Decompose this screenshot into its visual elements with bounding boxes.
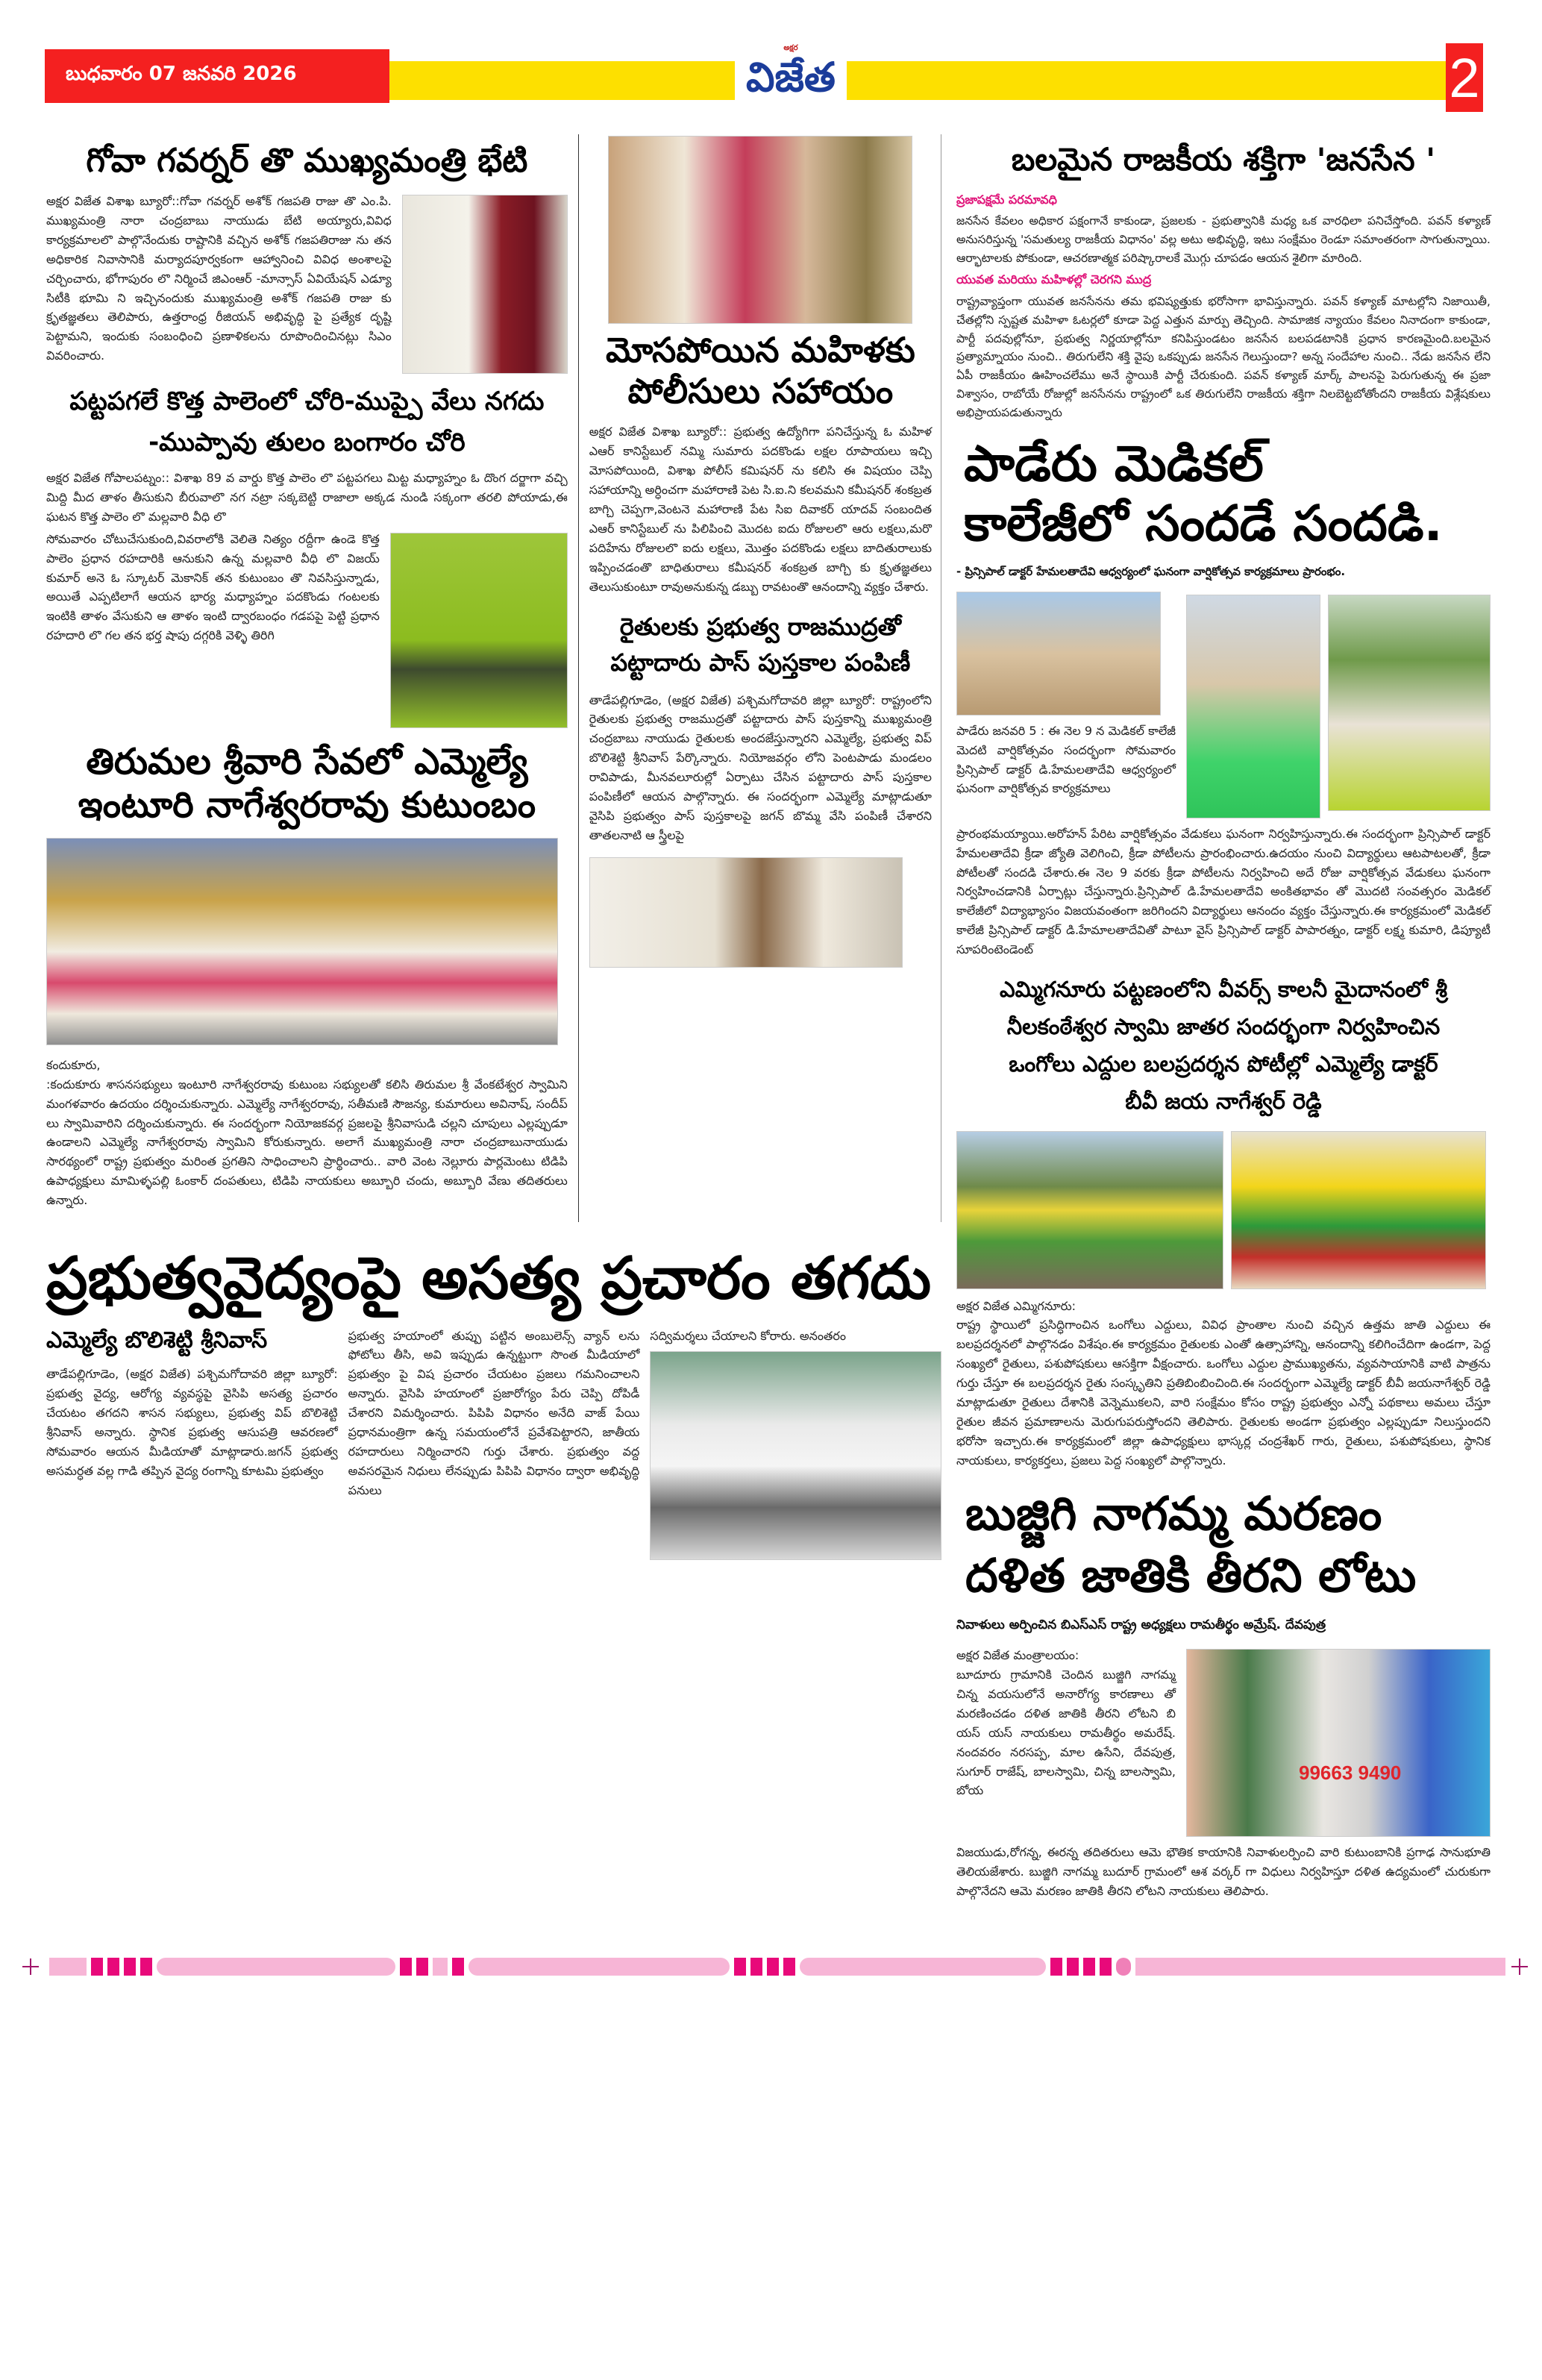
mla-press-meet-photo [650, 1351, 941, 1560]
health-body-col1: తాడేపల్లిగూడెం, (అక్షర విజేత) పశ్చిమగోదావరి జిల్లా బ్యూరో: ప్రభుత్వ వైద్య, ఆరోగ్య వ్యవస్థపై వైసిపి అసత్య ప్రచారం చేయటం తగదని శాసన సభ్యులు, ప్రభుత్వ విప్ బొలిశెట్టి శ్రీనివాస్ అన్నారు. స్థానిక ప్రభుత్వ ఆసుపత్రి ఆవరణలో సోమవారం ఆయన మీడియాతో మాట్లాడారు.జగన్ ప్రభుత్వ అసమర్ధత వల్ల గాడి తప్పిన వైద్య రంగాన్ని కూటమి ప్రభుత్వం [46, 1367, 338, 1478]
green-carpet-photo [1186, 595, 1320, 818]
footer [0, 1935, 1542, 1995]
health-body-col2: ప్రభుత్వ హయాంలో తుప్పు పట్టిన అంబులెన్స్ వ్యాన్ లను ఫోటోలు తీసి, అవి ఇప్పుడు ఉన్నట్టుగా సొంత మీడియాలో ప్రభుత్వం పై విష ప్రచారం చేయటం ప్రజలు గమనించాలని అన్నారు. వైసిపి హయాంలో ప్రజారోగ్యం పేరు చెప్పి దోపిడీ చేశారని విమర్శించారు. పిపిపి విధానం అనేది వాజ్ పేయి ప్రధానమంత్రిగా ఉన్న సమయంలోనే ప్రవేశపెట్టారని, జాతీయ రహదారులు నిర్మించారని గుర్తు చేశారు. ప్రభుత్వం వద్ద అవసరమైన నిధులు లేనప్పుడు పిపిపి విధానం ద్వారా అభివృద్ధి పనులు [348, 1328, 640, 1497]
janasena-subhead: యువత మరియు మహిళల్లో చెరగని ముద్ర [956, 272, 1152, 287]
registration-mark-icon [1511, 1958, 1528, 1975]
theft-body: సోమవారం చోటుచేసుకుంది,వివరాలోకి వెలితె నిత్యం రద్దీగా ఉండె కొత్త పాలెం ప్రధాన రహదారికి ఆనుకుని ఉన్న మల్లవారి వీధి లొ విజయ్ కుమార్ అనె ఓ స్కూటర్ మెకానిక్ తన కుటుంబం తొ నివసిస్తున్నాడు, అయితే ఎప్పటిలాగే ఆయన భార్య మధ్యాహ్నం పదకొండు గంటలకు ఇంటికి తాళం వేసుకుని ఆ తాళం ఇంటి ద్వారబంధం గడపపై పెట్టి ప్రధాన రహదారి లొ గల తన భర్త షాపు దగ్గరికి వెళ్ళి తిరిగి [46, 531, 380, 643]
passbooks-headline: రైతులకు ప్రభుత్వ రాజముద్రతో పట్టాదారు పాస్ పుస్తకాల పంపిణీ [610, 612, 911, 677]
theft-headline: పట్టపగలే కొత్త పాలెంలో చోరి-ముప్పై వేలు నగదు -ముప్పావు తులం బంగారం చోరి [69, 386, 545, 457]
health-headline: ప్రభుత్వవైద్యంపై అసత్య ప్రచారం తగదు [46, 1245, 932, 1313]
tribute-photo [1186, 1649, 1491, 1837]
logo-title: విజేత [746, 54, 836, 101]
janasena-body: ప్రజాపక్షమే పరమావధి జనసేన కేవలం అధికార పక్షంగానే కాకుండా, ప్రజలకు - ప్రభుత్వానికి మధ్య ఒక వారధిలా పనిచేస్తోంది. పవన్ కళ్యాణ్ అనుసరిస్తున్న 'సమతుల్య రాజకీయ విధానం' వల్ల అటు అభివృద్ధి, ఇటు సంక్షేమం రెండూ సమాంతరంగా సాగుతున్నాయి. ఆర్భాటాలకు పోకుండా, ఆచరణాత్మక పరిష్కారాలకే మొగ్గు చూపడం ఆయన శైలిగా మారింది. యువత మరియు మహిళల్లో చెరగని ముద్ర రాష్ట్రవ్యాప్తంగా యువత జనసేనను తమ భవిష్యత్తుకు భరోసాగా భావిస్తున్నారు. పవన్ కళ్యాణ్ మాటల్లోని నిజాయితీ, చేతల్లోని స్పష్టత మహిళా ఓటర్లలో కూడా పెద్ద ఎత్తున మార్పు తెచ్చింది. సామాజిక న్యాయం కేవలం నినాదంగా కాకుండా, పార్టీ పదవుల్లోనూ, ప్రభుత్వ నిర్ణయాల్లోనూ కనిపిస్తుండటం జనసేన బలపడటానికి ప్రధాన కారణమైంది.బలమైన ప్రత్యామ్నాయం నుంచి.. తిరుగులేని శక్తి వైపు ఒకప్పుడు జనసేన గెలుస్తుందా? అన్న సందేహాల నుంచి.. నేడు జనసేన లేని ఏపీ రాజకీయం ఊహించలేము అనే స్థాయికి పార్టీ చేరుకుంది. పవన్ కళ్యాణ్ మార్క్ పాలనపై పెరుగుతున్న ఈ ప్రజా విశ్వాసం, రాబోయే రోజుల్లో జనసేనను రాష్ట్రంలో ఒక తిరుగులేని రాజకీయ శక్తిగా నిలబెట్టబోతోందని రాజకీయ విశ్లేషకులు అభిప్రాయపడుతున్నారు [956, 190, 1491, 422]
page-number: 2 [1446, 43, 1483, 112]
left-area [46, 134, 941, 1560]
tirumala-body: కందుకూరు, :కందుకూరు శాసనసభ్యులు ఇంటూరి నాగేశ్వరరావు కుటుంబ సభ్యులతో కలిసి తిరుమల శ్రీ వేంకటేశ్వర స్వామిని మంగళవారం ఉదయం దర్శించుకున్నారు. ఎమ్మెల్యే నాగేశ్వరరావు, సతీమణి సౌజన్య, కుమారులు అవినాష్, సందీప్ లు స్వామివారిని దర్శించుకున్నారు. ఈ సందర్భంగా నియోజకవర్గ ప్రజలపై శ్రీనివాసుడి చల్లని చూపులు ఎల్లప్పుడూ ఉండాలని ఎమ్మెల్యే నాగేశ్వరరావు స్వామిని కోరుకున్నారు. అలాగే ముఖ్యమంత్రి నారా చంద్రబాబునాయుడు సారథ్యంలో రాష్ట్ర ప్రభుత్వం మరింత ప్రగతిని సాధించాలని ప్రార్థించారు.. వారి వెంట నెల్లూరు పార్లమెంటు టిడిపి ఉపాధ్యక్షులు మామిళ్ళపల్లి ఓంకార్ దంపతులు, టిడిపి నాయకులు అబ్బూరి చందు, అబ్బూరి వేణు తదితరులు ఉన్నారు. [46, 1057, 568, 1208]
ongole-photos [956, 1131, 1491, 1289]
paderu-headline: పాడేరు మెడికల్ కాలేజీలో సందడే సందడి. [964, 434, 1443, 553]
health-column-1 [46, 1327, 338, 1561]
house-photo [390, 533, 568, 728]
paderu-subtitle: - ప్రిన్సిపాల్ డాక్టర్ హేమలతాదేవి ఆధ్వర్యంలో ఘనంగా వార్షికోత్సవ కార్యక్రమాలు ప్రారంభం. [956, 564, 1346, 578]
bujjigi-subtitle: నివాళులు అర్పించిన బిఎస్ఎస్ రాష్ట్ర అధ్యక్షలు రామతీర్థం అమ్రేష్. దేవపుత్ర [956, 1618, 1326, 1633]
goa-headline: గోవా గవర్నర్ తొ ముఖ్యమంత్రి భేటి [86, 142, 528, 180]
ongole-headline: ఎమ్మిగనూరు పట్టణంలోని వీవర్స్ కాలనీ మైదానంలో శ్రీ నీలకంఠేశ్వర స్వామి జాతర సందర్భంగా నిర్వహించిన ఒంగోలు ఎద్దుల బలప్రదర్శన పోటీల్లో ఎమ్మెల్యే డాక్టర్ బీవీ జయ నాగేశ్వర్ రెడ్డి [999, 977, 1448, 1114]
bull-competition-photo [956, 1131, 1223, 1289]
paderu-body-side: పాడేరు జనవరి 5 : ఈ నెల 9 న మెడికల్ కాలేజీ మెదటి వార్షికోత్సవం సందర్భంగా సోమవారం ప్రిన్సిపాల్ డాక్టర్ డి.హేమలతాదేవి ఆధ్వర్యంలో ఘనంగా వార్షికోత్సవ కార్యక్రమాలు [956, 723, 1176, 796]
cm-governor-photo [402, 195, 568, 374]
issue-date: బుధవారం 07 జనవరి 2026 [45, 49, 389, 103]
phone-number-on-casket: 99663 9490 [1299, 1761, 1402, 1785]
health-columns [46, 1327, 941, 1561]
masthead [0, 0, 1542, 127]
bujjigi-body: విజయుడు,రోగన్న, ఈరన్న తదితరులు ఆమె భౌతిక కాయానికి నివాళులర్పించి వారి కుటుంబానికి ప్రగాఢ సానుభూతి తెలియజేశారు. బుజ్జిగి నాగమ్మ బుదూర్ గ్రామంలో ఆశ వర్కర్ గా విధులు నిర్వహిస్తూ దళిత ఉద్యమంలో చురుకుగా పాల్గొనేదని ఆమె మరణం జాతికి తీరని లోటని నాయకులు తెలిపారు. [956, 1845, 1491, 1898]
goa-body: అక్షర విజేత విశాఖ బ్యూరో::గోవా గవర్నర్ అశోక్ గజపతి రాజు తొ ఎం.పి. ముఖ్యమంత్రి నారా చంద్రబాబు నాయుడు బేటి అయ్యారు,వివిధ కార్యక్రమాలలొ పాల్గొనేందుకు రాష్టానికి వచ్చిన అశోక్ గజపతిరాజు ను తన అధికారిక నివాసానికి మర్యాదపూర్వకంగా ఆహ్వానించి వివిధ అంశాలపై చర్చించారు, భోగాపురం లొ నిర్మించే జిఎంఆర్ -మాన్సాస్ ఏవియేషన్ ఎడ్యూ సిటీకి భూమి ని ఇచ్చినందుకు ముఖ్యమంత్రి అశోక్ గజపతి రాజు కు క్రృతజ్ఞతలు తెలిపారు, ఉత్తరాంధ్ర రీజియన్ అభివృద్ధి పై ప్రత్యేక దృష్టి పెట్టామని, ఇందుకు సంబంధించి ప్రణాళికలను రూపొందించినట్లు సిఎం వివరించారు. [46, 194, 392, 363]
top-row [46, 134, 941, 1222]
janasena-subhead: ప్రజాపక్షమే పరమావధి [956, 192, 1057, 207]
janasena-headline: బలమైన రాజకీయ శక్తిగా 'జనసేన ' [1011, 141, 1436, 178]
paderu-body: ప్రారంభమయ్యాయి.అరోహన్ పేరిట వార్షికోత్సవం వేడుకలు ఘనంగా నిర్వహిస్తున్నారు.ఈ సందర్భంగా ప్రిన్సిపాల్ డాక్టర్ హేమలతాదేవి క్రీడా జ్యోతి వెలిగించి, క్రీడా పోటీలను ప్రారంభించారు.ఉదయం నుంచి విద్యార్థులు ఆటపాటలతో, క్రీడా పోటీలతో సందడి చేశారు.ఈ నెల 9 వరకు క్రీడా పోటీలను నిర్వహించి అదే రోజు వార్షికోత్సవ వేడుకలు ఘనంగా నిర్వహించడానికి ఏర్పాట్లు చేస్తున్నారు.ప్రిన్సిపాల్ డి.హేమలతాదేవి అంకితభావం తో మొదటి సంవత్సరం మెడికల్ కాలేజీలో విద్యాభ్యాసం విజయవంతంగా జరిగిందని విద్యార్థులు ఆనందం వ్యక్తం చేస్తున్నారు.ఈ కార్యక్రమంలో మెడికల్ కాలేజీ ప్రిన్సిపాల్ డాక్టర్ డి.హేమాలతాదేవితో పాటూ వైస్ ప్రిన్సిపాల్ డాక్టర్ పాపారత్నం, డాక్టర్ లక్ష్మ కుమారి, డిప్యూటీ సూపరింటెండెంట్ [956, 826, 1491, 957]
sports-photo [956, 592, 1161, 715]
logo-small-text: అక్షర [783, 44, 798, 52]
torch-lighting-photo [1328, 595, 1491, 811]
health-article [46, 1222, 941, 1560]
color-registration-bar [49, 1958, 1505, 1976]
tirumala-headline: తిరుమల శ్రీవారి సేవలో ఎమ్మెల్యే ఇంటూరి నాగేశ్వరరావు కుటుంబం [78, 740, 536, 827]
newspaper-logo [735, 39, 847, 121]
mla-crowd-photo [1231, 1131, 1486, 1289]
passbooks-body: తాడేపల్లిగూడెం, (అక్షర విజేత) పశ్చిమగోదావరి జిల్లా బ్యూరో: రాష్ట్రంలోని రైతులకు ప్రభుత్వ రాజముద్రతో పట్టాదారు పాస్ పుస్తకాన్ని ముఖ్యమంత్రి చంద్రబాబు నాయుడు రైతులకు అందజేస్తున్నారని ఎమ్మెల్యే, ప్రభుత్వ విప్ బొలిశెట్టి శ్రీనివాస్ పేర్కొన్నారు. నియోజవర్గం లోని పెంటపాడు మండలం రావిపాడు, మీనవలూరుల్లో ఏర్పాటు చేసిన పట్టాదారు పాస్ పుస్తకాల పంపిణీలో ఆయన పాల్గొన్నారు. ఈ సందర్భంగా ఎమ్మెల్యే మాట్లాడుతూ వైసిపి ప్రభుత్వం పాస్ పుస్తకాలపై జగన్ బొమ్మ వేసి పంపిణీ చేశారని తాతలనాటి ఆ స్త్రీలపై [589, 692, 932, 842]
health-column-2 [348, 1327, 640, 1561]
health-subhead: ఎమ్మెల్యే బొలిశెట్టి శ్రీనివాస్ [46, 1327, 268, 1353]
registration-mark-icon [22, 1958, 39, 1975]
health-column-3 [650, 1327, 941, 1561]
right-column [941, 134, 1491, 1913]
left-column [46, 134, 579, 1222]
police-handover-photo [608, 136, 912, 324]
bujjigi-headline: బుజ్జిగి నాగమ్మ మరణం దళిత జాతికి తీరని లోటు [965, 1485, 1417, 1603]
theft-body-top: అక్షర విజేత గోపాలపట్నం:: విశాఖ 89 వ వార్డు కొత్త పాలెం లొ పట్టపగలు మిట్ట మధ్యాహ్నం ఓ దొంగ దర్జాగా వచ్చి మిద్ది మీద తాళం తీసుకుని బీరువాలొ నగ నట్రా సక్కబెట్టి రాజాలా అక్కడ నుండి సక్కంగా తరలి పోయాడు,ఈ ఘటన కొత్త పాలెం లొ మల్లవారి వీధి లొ [46, 471, 568, 524]
masthead-band [388, 61, 1446, 100]
page-body [0, 127, 1542, 1913]
ongole-body: అక్షర విజేత ఎమ్మిగనూరు: రాష్ట్ర స్థాయిలో ప్రసిద్ధిగాంచిన ఒంగోలు ఎద్దులు, వివిధ ప్రాంతాల నుంచి వచ్చిన ఉత్తమ జాతి ఎద్దులు ఈ బలప్రదర్శనలో పాల్గొనడం విశేషం.ఈ కార్యక్రమం రైతులకు ఎంతో ఉత్సాహాన్ని, ఆనందాన్ని కలిగించేదిగా ఉండగా, పెద్ద సంఖ్యలో రైతులు, పశుపోషకులు ఆసక్తిగా వీక్షంచారు. ఒంగోలు ఎద్దుల ప్రాముఖ్యతను, వ్యవసాయానికి వాటి పాత్రను గుర్తు చేస్తూ ఈ బలప్రదర్శన రైతు సంస్కృతిని ప్రతిబింబించింది.ఈ సందర్భంగా ఎమ్మెల్యే డాక్టర్ బీవీ జయనాగేశ్వర్ రెడ్డి మాట్లాడుతూ రైతులు దేశానికి వెన్నెముకలని, వారి సంక్షేమం కోసం రాష్ట్ర ప్రభుత్వం ఎన్నో పథకాలు అమలు చేస్తూ రైతుల జీవన ప్రమాణాలను మెరుగుపరుస్తోందని తెలిపారు. రైతులకు అండగా ప్రభుత్వం ఎల్లప్పుడూ నిలుస్తుందని భరోసా ఇచ్చారు.ఈ కార్యక్రమంలో జిల్లా ఉపాధ్యక్షులు భాస్కర్ల చంద్రశేఖర్ గారు, రైతులు, పశుపోషకులు, స్థానిక నాయకులు, కార్యకర్తలు, ప్రజలు పెద్ద సంఖ్యలో పాల్గొన్నారు. [956, 1298, 1491, 1468]
cheated-woman-body: అక్షర విజేత విశాఖ బ్యూరో:: ప్రభుత్వ ఉద్యోగిగా పనిచేస్తున్న ఓ మహిళ ఎఆర్ కానిస్టేబుల్ నమ్మి సుమారు పదకొండు లక్షల రూపాయలు ఇచ్చి మోసపోయింది, విశాఖ పోలీస్ కమిషనర్ ను కలిసి ఈ విషయం చెప్పి సహాయాన్ని అర్ధించగా మహారాణి పెట సి.ఐ.ని కలవమని కమీషనర్ శంకబ్రత బాగ్చి చెప్పగా,వెంటనె మహారాణి పేట సిఐ దివాకర్ యాదవ్ సంబందిత ఎఆర్ కానిస్టేబుల్ ను పిలిపించి మొదట ఐదు రోజులలొ ఆరు లక్షలు,మరొ పదిహేను రోజులలొ ఐదు లక్షలు, మొత్తం పదకొండు లక్షలు బాదితురాలుకు ఇప్పించడంతొ బాధితురాలు కమీషనర్ శంకబ్రత బాగ్చి కు క్రృతజ్ఞతలు తెలుసుకుంటూ రావుఅనుకున్న డబ్బు రావటంతొ ఆనందాన్ని వ్యక్తం చేశారు. [589, 425, 932, 594]
bujjigi-body-side: అక్షర విజేత మంత్రాలయం: బూదూరు గ్రామానికి చెందిన బుజ్జిగి నాగమ్మ చిన్న వయసులోనే అనారోగ్య కారణాలు తో మరణించడం దళిత జాతికి తీరని లోటని బి యస్ యస్ నాయకులు రామతీర్థం అమరేష్. నందవరం నరసప్ప, మాల ఉసేని, దేవపుత్ర, సుగూర్ రాజేష్, బాలస్వామి, చిన్న బాలస్వామి, బోయ [956, 1648, 1176, 1798]
passbook-distribution-photo [589, 857, 903, 968]
middle-column [579, 134, 941, 1222]
cheated-woman-headline: మోసపోయిన మహిళకు పోలీసులు సహాయం [605, 330, 915, 412]
health-body-col3: సద్విమర్శలు చేయాలని కోరారు. అనంతరం [650, 1328, 847, 1343]
tirumala-family-photo [46, 838, 558, 1045]
